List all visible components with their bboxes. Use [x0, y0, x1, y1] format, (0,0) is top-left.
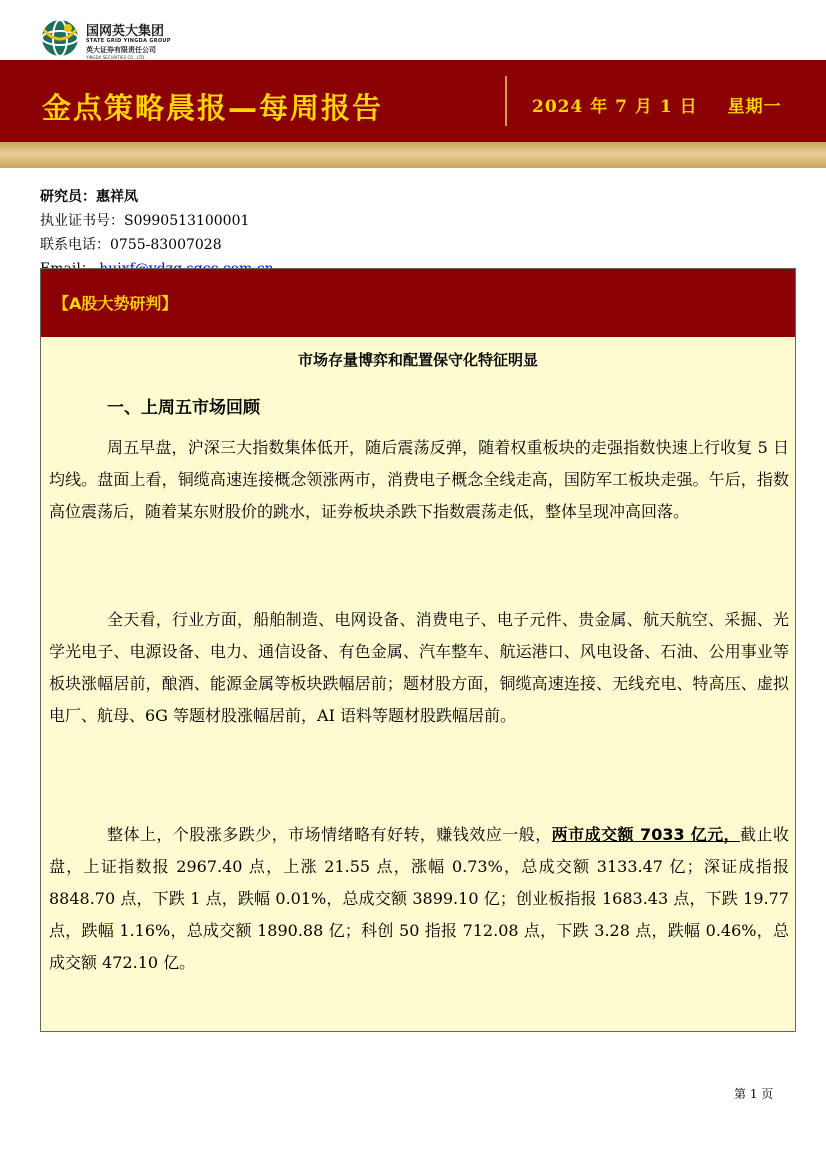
- analyst-name: 研究员：惠祥凤: [40, 189, 138, 205]
- market-analysis-section: [40, 268, 796, 1032]
- section-header: [41, 269, 795, 337]
- paragraph-review: 周五早盘，沪深三大指数集体低开，随后震荡反弹，随着权重板块的走强指数快速上行收复 5 日均线。盘面上看，铜缆高速连接概念领涨两市，消费电子概念全线走高，国防军工板块走强。午后，指数高位震荡后，随着某东财股价的跳水，证券板块杀跌下指数震荡走低，整体呈现冲高回落。: [49, 438, 789, 521]
- report-title: 金点策略晨报—每周报告: [42, 91, 384, 125]
- logo-name-cn: 国网英大集团: [86, 24, 165, 39]
- analyst-phone: 联系电话：0755-83007028: [40, 237, 222, 253]
- logo-subsidiary-cn: 英大证券有限责任公司: [86, 46, 156, 54]
- analyst-cert: 执业证书号：S0990513100001: [40, 213, 250, 229]
- paragraph-sectors: 全天看，行业方面，船舶制造、电网设备、消费电子、电子元件、贵金属、航天航空、采掘、光学光电子、电源设备、电力、通信设备、有色金属、汽车整车、航运港口、风电设备、石油、公用事业等板块涨幅居前，酿酒、能源金属等板块跌幅居前；题材股方面，铜缆高速连接、无线充电、特高压、虚拟电厂、航母、6G 等题材股涨幅居前，AI 语料等题材股跌幅居前。: [49, 610, 789, 725]
- report-date-line: [532, 92, 782, 117]
- gold-strip: [0, 142, 826, 168]
- logo-subsidiary-en: YINGDA SECURITIES CO., LTD.: [86, 55, 146, 60]
- summary-intro: 整体上，个股涨多跌少，市场情绪略有好转，赚钱效应一般，: [107, 825, 552, 844]
- section-label: 【A股大势研判】: [53, 294, 178, 313]
- company-logo: [40, 18, 230, 58]
- section-subhead: 一、上周五市场回顾: [107, 398, 260, 418]
- report-banner: [0, 60, 826, 142]
- logo-name-en: STATE GRID YINGDA GROUP: [86, 38, 171, 44]
- section-headline: 市场存量博弈和配置保守化特征明显: [297, 351, 538, 369]
- report-date: 2024 年 7 月 1 日: [532, 97, 698, 117]
- report-weekday: 星期一: [727, 97, 782, 117]
- globe-logo-icon: [40, 18, 80, 58]
- page-number: 第 1 页: [734, 1087, 774, 1101]
- summary-indices: 截止收盘，上证指数报 2967.40 点，上涨 21.55 点，涨幅 0.73%，总成交额 3133.47 亿；深证成指报 8848.70 点，下跌 1 点，跌幅 0.01%，总成交额 3899.10 亿；创业板指报 1683.43 点，下跌 19.77 点，跌幅 1.16%，总成交额 1890.88 亿；科创 50 指报 712.08 点，下跌 3.28 点，跌幅 0.46%，总成交额 472.10 亿。: [49, 825, 789, 972]
- analyst-info: [40, 185, 274, 281]
- turnover-highlight: 两市成交额 7033 亿元，: [551, 825, 741, 844]
- paragraph-summary: [49, 819, 789, 979]
- banner-divider: [505, 76, 507, 126]
